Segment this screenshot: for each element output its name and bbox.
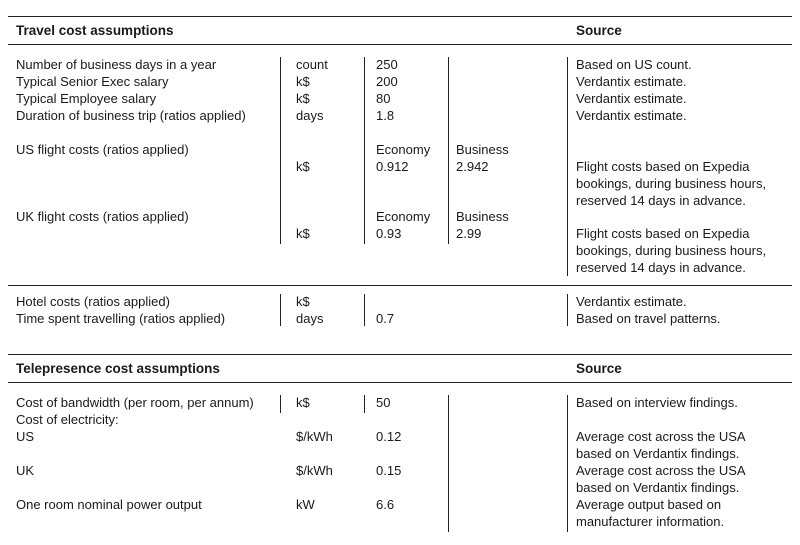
employee-salary-value: 80: [376, 91, 391, 106]
us-flight-economy-header: Economy: [376, 142, 431, 157]
travel-mid-rule: [8, 285, 792, 286]
divider-value: [364, 294, 365, 326]
uk-electricity-label: UK: [16, 463, 35, 478]
travel-header-rule: [8, 44, 792, 45]
divider-source: [567, 57, 568, 276]
trip-duration-value: 1.8: [376, 108, 395, 123]
uk-electricity-value: 0.15: [376, 463, 402, 478]
hotel-source: Verdantix estimate.: [576, 294, 687, 309]
us-flight-label: US flight costs (ratios applied): [16, 142, 189, 157]
trip-duration-source: Verdantix estimate.: [576, 108, 687, 123]
telepresence-source-heading: Source: [576, 361, 622, 376]
time-travelling-unit: days: [296, 311, 324, 326]
telepresence-top-rule: [8, 354, 792, 355]
us-flight-business-header: Business: [456, 142, 509, 157]
power-value: 6.6: [376, 497, 395, 512]
uk-flight-source-line: reserved 14 days in advance.: [576, 260, 746, 275]
travel-source-heading: Source: [576, 23, 622, 38]
divider-value2: [448, 395, 449, 532]
business-days-label: Number of business days in a year: [16, 57, 217, 72]
uk-flight-label: UK flight costs (ratios applied): [16, 209, 189, 224]
hotel-label: Hotel costs (ratios applied): [16, 294, 170, 309]
divider-value: [364, 395, 365, 413]
employee-salary-unit: k$: [296, 91, 310, 106]
trip-duration-label: Duration of business trip (ratios applied): [16, 108, 246, 123]
uk-flight-economy-header: Economy: [376, 209, 431, 224]
uk-flight-source-line: Flight costs based on Expedia: [576, 226, 750, 241]
divider-value: [364, 57, 365, 244]
uk-electricity-unit: $/kWh: [296, 463, 333, 478]
us-flight-source-line: Flight costs based on Expedia: [576, 159, 750, 174]
bandwidth-unit: k$: [296, 395, 310, 410]
uk-flight-business-value: 2.99: [456, 226, 482, 241]
us-flight-source-line: reserved 14 days in advance.: [576, 193, 746, 208]
uk-electricity-source-line: based on Verdantix findings.: [576, 480, 740, 495]
time-travelling-source: Based on travel patterns.: [576, 311, 721, 326]
senior-salary-value: 200: [376, 74, 398, 89]
us-electricity-unit: $/kWh: [296, 429, 333, 444]
divider-unit: [280, 294, 281, 326]
top-rule: [8, 16, 792, 17]
us-electricity-source-line: based on Verdantix findings.: [576, 446, 740, 461]
business-days-unit: count: [296, 57, 328, 72]
time-travelling-value: 0.7: [376, 311, 395, 326]
us-electricity-source-line: Average cost across the USA: [576, 429, 746, 444]
time-travelling-label: Time spent travelling (ratios applied): [16, 311, 226, 326]
power-unit: kW: [296, 497, 315, 512]
business-days-value: 250: [376, 57, 398, 72]
employee-salary-label: Typical Employee salary: [16, 91, 157, 106]
employee-salary-source: Verdantix estimate.: [576, 91, 687, 106]
us-flight-source-line: bookings, during business hours,: [576, 176, 767, 191]
divider-source: [567, 294, 568, 326]
uk-flight-source-line: bookings, during business hours,: [576, 243, 767, 258]
telepresence-header-rule: [8, 382, 792, 383]
power-source-line: manufacturer information.: [576, 514, 725, 529]
uk-flight-unit: k$: [296, 226, 310, 241]
power-label: One room nominal power output: [16, 497, 202, 512]
trip-duration-unit: days: [296, 108, 324, 123]
divider-unit: [280, 57, 281, 244]
divider-unit: [280, 395, 281, 413]
bandwidth-label: Cost of bandwidth (per room, per annum): [16, 395, 254, 410]
uk-flight-business-header: Business: [456, 209, 509, 224]
us-electricity-value: 0.12: [376, 429, 402, 444]
divider-value2: [448, 57, 449, 244]
hotel-unit: k$: [296, 294, 310, 309]
senior-salary-source: Verdantix estimate.: [576, 74, 687, 89]
us-flight-business-value: 2.942: [456, 159, 489, 174]
electricity-label: Cost of electricity:: [16, 412, 119, 427]
business-days-source: Based on US count.: [576, 57, 692, 72]
us-flight-unit: k$: [296, 159, 310, 174]
bandwidth-source: Based on interview findings.: [576, 395, 738, 410]
telepresence-heading: Telepresence cost assumptions: [16, 361, 220, 376]
uk-electricity-source-line: Average cost across the USA: [576, 463, 746, 478]
us-flight-economy-value: 0.912: [376, 159, 409, 174]
travel-heading: Travel cost assumptions: [16, 23, 174, 38]
bandwidth-value: 50: [376, 395, 391, 410]
senior-salary-unit: k$: [296, 74, 310, 89]
us-electricity-label: US: [16, 429, 35, 444]
senior-salary-label: Typical Senior Exec salary: [16, 74, 169, 89]
divider-source: [567, 395, 568, 532]
uk-flight-economy-value: 0.93: [376, 226, 402, 241]
power-source-line: Average output based on: [576, 497, 722, 512]
